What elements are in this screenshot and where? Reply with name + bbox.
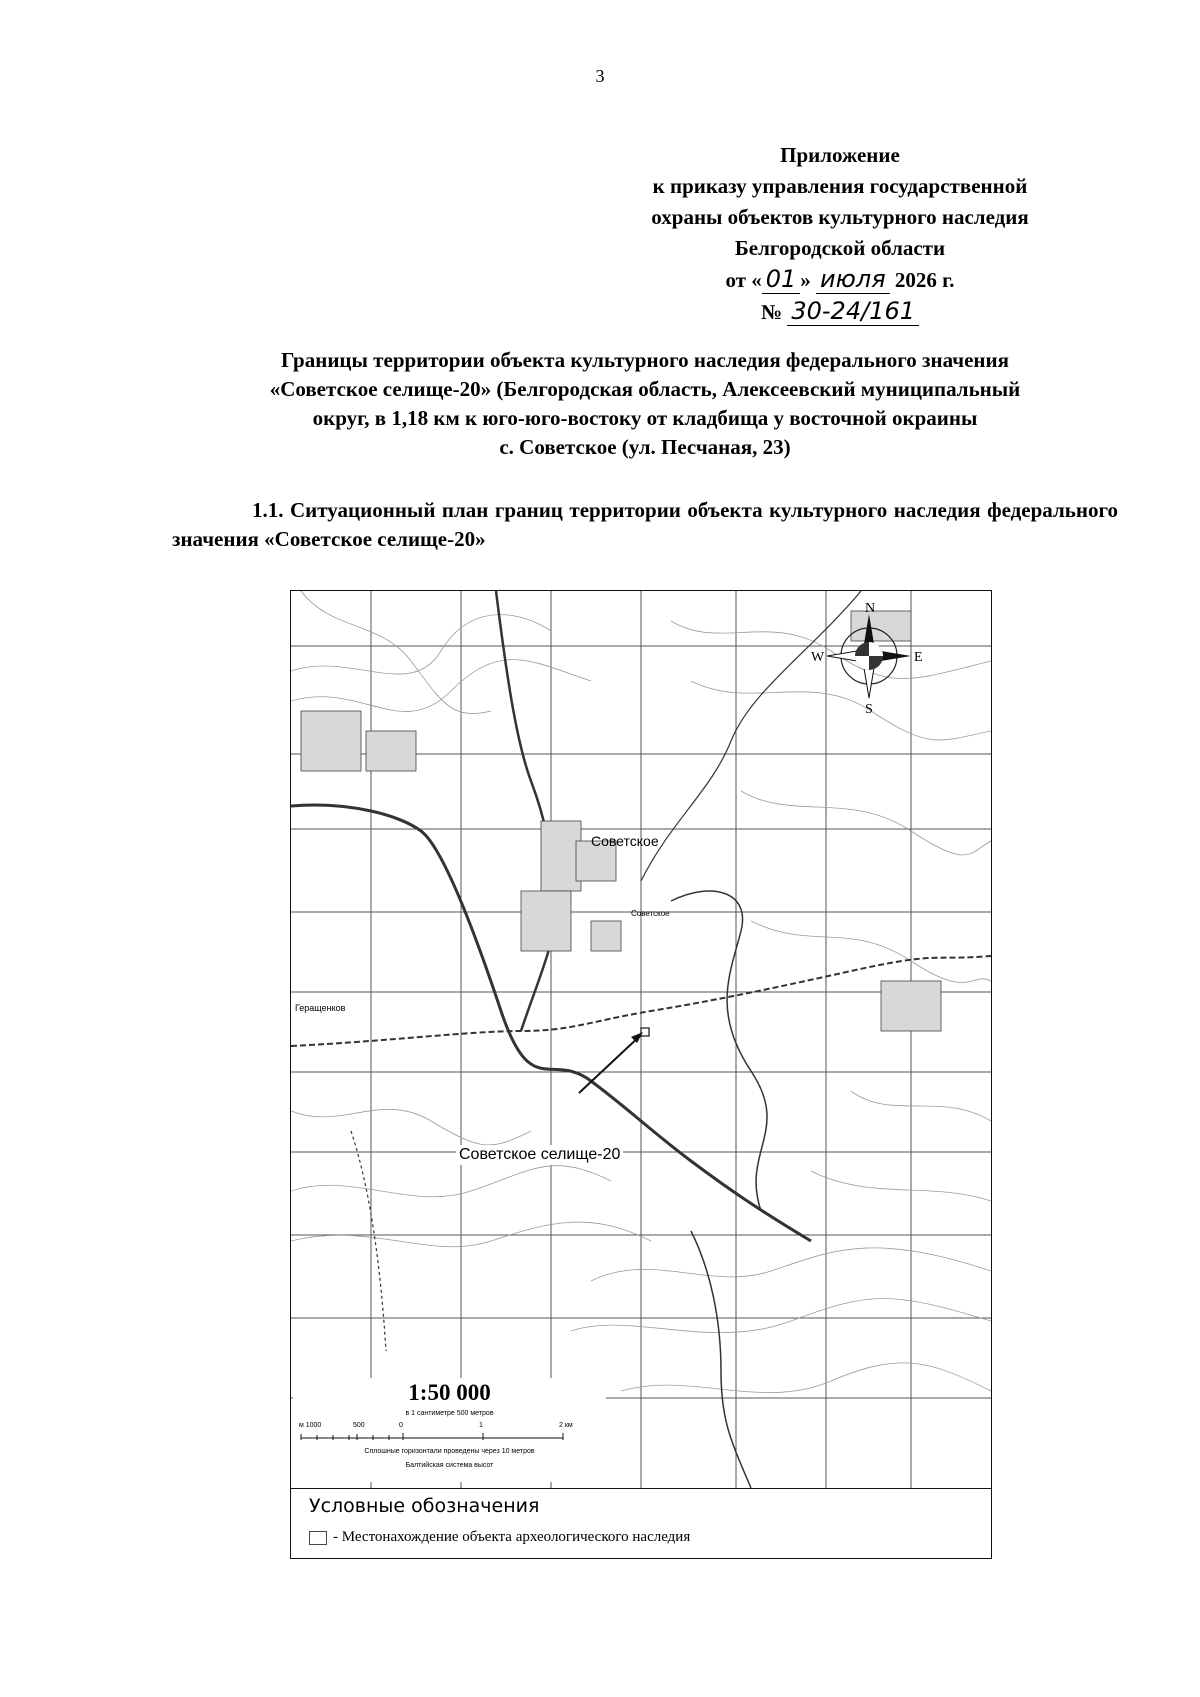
legend-title: Условные обозначения [309,1495,540,1517]
object-label: Советское селище-20 [456,1145,623,1165]
title-line-3: округ, в 1,18 км к юго-юго-востоку от кладбища у восточной окраины [312,406,978,430]
number-value: 30-24/161 [787,297,919,326]
date-day: 01 [762,265,801,294]
scale-block [293,1378,606,1482]
appendix-date [560,264,1120,296]
title-object-name: «Советское селище-20» [269,377,492,401]
scale-tick-0: 0 [399,1422,403,1429]
appendix-number [560,296,1120,328]
map-grid [291,591,991,1488]
title-line-2 [150,375,1140,404]
title-line-1: Границы территории объекта культурного наследия федерального значения [281,348,1009,372]
site-location-icon [309,1531,327,1545]
date-year: 2026 г. [894,268,955,292]
village-label-small: Советское [631,909,670,918]
map-legend [291,1488,991,1559]
scale-ratio: 1:50 000 [408,1380,491,1405]
date-month: июля [816,265,890,294]
scale-subtitle: в 1 сантиметре 500 метров [405,1410,494,1417]
compass-e: E [914,650,923,665]
scale-tick-500: 500 [353,1422,365,1429]
scale-tick-1000: м 1000 [299,1422,322,1429]
appendix-line-3: охраны объектов культурного наследия [651,205,1029,229]
compass-s: S [865,702,873,717]
contour-note: Сплошные горизонтали проведены через 10 метров [364,1448,535,1455]
section-heading: 1.1. Ситуационный план границ территории объекта культурного наследия федерального значения «Советское селище-20» [172,498,1118,551]
height-note: Балтийская система высот [405,1462,494,1469]
date-mid: » [800,268,811,292]
compass-w: W [811,650,825,665]
appendix-header [560,140,1120,328]
page-number: 3 [595,66,605,86]
compass-n: N [865,601,876,616]
document-title [150,346,1140,462]
situation-map [290,590,992,1559]
scale-tick-2: 2 км [559,1422,573,1429]
legend-item-label: - Местонахождение объекта археологического наследия [333,1529,691,1545]
legend-item [309,1529,690,1546]
number-prefix: № [761,300,783,324]
title-line-4: с. Советское (ул. Песчаная, 23) [499,435,791,459]
appendix-title: Приложение [780,143,900,167]
scale-tick-1: 1 [479,1422,483,1429]
appendix-line-4: Белгородской области [734,236,946,260]
appendix-line-2: к приказу управления государственной [652,174,1028,198]
village-label: Советское [591,833,659,849]
title-line-2-rest: (Белгородская область, Алексеевский муниципальный [491,377,1021,401]
scale-bar [293,1430,606,1450]
hamlet-label: Геращенков [295,1003,346,1013]
date-prefix: от « [725,268,762,292]
object-pointer-arrow [579,1035,641,1093]
object-marker-icon [641,1028,649,1036]
